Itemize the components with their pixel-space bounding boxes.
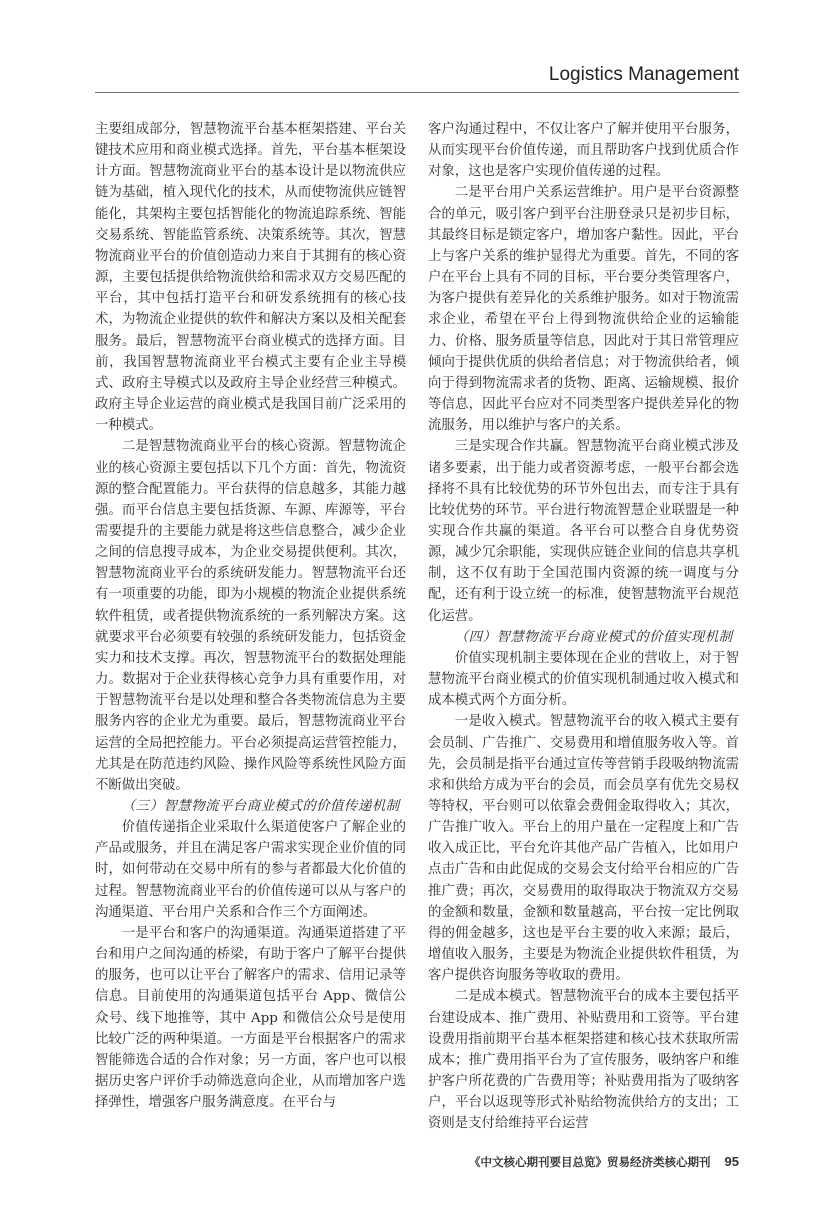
paragraph: 主要组成部分，智慧物流平台基本框架搭建、平台关键技术应用和商业模式选择。首先，平台基本框架设计方面。智慧物流商业平台的基本设计是以物流供应链为基础，植入现代化的技术，从而使物流供应链智能化，其架构主要包括智能化的物流追踪系统、智能交易系统、智能监管系统、决策系统等。其次，智慧物流商业平台的价值创造动力来自于其拥有的核心资源，主要包括提供给物流供给和需求双方交易匹配的平台，其中包括打造平台和研发系统拥有的核心技术，为物流企业提供的软件和解决方案以及相关配套服务。最后，智慧物流平台商业模式的选择方面。目前，我国智慧物流商业平台模式主要有企业主导模式、政府主导模式以及政府主导企业经营三种模式。政府主导企业运营的商业模式是我国目前广泛采用的一种模式。 [95, 122, 406, 434]
paragraph: 二是成本模式。智慧物流平台的成本主要包括平台建设成本、推广费用、补贴费用和工资等。平台建设费用指前期平台基本框架搭建和核心技术获取所需成本；推广费用指平台为了宣传服务，吸纳客户和维护客户所花费的广告费用等；补贴费用指为了吸纳客户，平台以返现等形式补贴给物流供给方的支出；工资则是支付给维持平台运营 [428, 989, 739, 1132]
paragraph: 客户沟通过程中，不仅让客户了解并使用平台服务，从而实现平台价值传递，而且帮助客户找到优质合作对象，这也是客户实现价值传递的过程。 [428, 122, 739, 180]
paragraph: 价值实现机制主要体现在企业的营收上，对于智慧物流平台商业模式的价值实现机制通过收入模式和成本模式两个方面分析。 [428, 650, 739, 709]
left-column [95, 119, 406, 1135]
right-column [428, 119, 739, 1135]
paragraph: 一是收入模式。智慧物流平台的收入模式主要有会员制、广告推广、交易费用和增值服务收入等。首先，会员制是指平台通过宣传等营销手段吸纳物流需求和供给方成为平台的会员，而会员享有优先交易权等特权，平台则可以依靠会费佣金取得收入；其次，广告推广收入。平台上的用户量在一定程度上和广告收入成正比，平台允许其他产品广告植入，比如用户点击广告和由此促成的交易会支付给平台相应的广告推广费；再次，交易费用的取得取决于物流双方交易的金额和数量，金额和数量越高，平台按一定比例取得的佣金越多，这也是平台主要的收入来源；最后，增值收入服务，主要是为物流企业提供软件租赁，为客户提供咨询服务等收取的费用。 [428, 714, 739, 984]
running-header-title: Logistics Management [548, 64, 739, 85]
body-columns [95, 119, 739, 1135]
paragraph: 三是实现合作共赢。智慧物流平台商业模式涉及诸多要素，出于能力或者资源考虑，一般平台都会选择将不具有比较优势的环节外包出去，而专注于具有比较优势的环节。平台进行物流智慧企业联盟是一种实现合作共赢的渠道。各平台可以整合自身优势资源，减少冗余职能，实现供应链企业间的信息共享机制，这不仅有助于全国范围内资源的统一调度与分配，还有利于设立统一的标准，使智慧物流平台规范化运营。 [428, 439, 739, 624]
section-heading: （四）智慧物流平台商业模式的价值实现机制 [454, 629, 733, 645]
section-heading: （三）智慧物流平台商业模式的价值传递机制 [121, 799, 400, 814]
page-footer [95, 1135, 739, 1172]
paragraph: 二是平台用户关系运营维护。用户是平台资源整合的单元，吸引客户到平台注册登录只是初步目标，其最终目标是锁定客户，增加客户黏性。因此，平台上与客户关系的维护显得尤为重要。首先，不同的客户在平台上具有不同的目标，平台要分类管理客户，为客户提供有差异化的关系维护服务。如对于物流需求企业，希望在平台上得到物流供给企业的运输能力、价格、服务质量等信息，因此对于其日常管理应倾向于提供优质的供给者信息；对于物流供给者，倾向于得到物流需求者的货物、距离、运输规模、报价等信息，因此平台应对不同类型客户提供差异化的物流服务，用以维护与客户的关系。 [428, 185, 739, 434]
header-rule [95, 92, 739, 93]
page-number: 95 [724, 1153, 739, 1169]
footer-journal: 《中文核心期刊要目总览》贸易经济类核心期刊 [469, 1156, 711, 1169]
paragraph: 价值传递指企业采取什么渠道使客户了解企业的产品或服务，并且在满足客户需求实现企业价值的同时，如何带动在交易中所有的参与者都最大化价值的过程。智慧物流商业平台的价值传递可以从与客户的沟通渠道、平台用户关系和合作三个方面阐述。 [95, 820, 406, 920]
paragraph: 一是平台和客户的沟通渠道。沟通渠道搭建了平台和用户之间沟通的桥梁，有助于客户了解平台提供的服务，也可以让平台了解客户的需求、信用记录等信息。目前使用的沟通渠道包括平台 App、微信公众号、线下地推等，其中 App 和微信公众号是使用比较广泛的两种渠道。一方面是平台根据客户的需求智能筛选合适的合作对象；另一方面，客户也可以根据历史客户评价手动筛选意向企业，从而增加客户选择弹性，增强客户服务满意度。在平台与 [95, 925, 406, 1111]
paragraph: 二是智慧物流商业平台的核心资源。智慧物流企业的核心资源主要包括以下几个方面：首先，物流资源的整合配置能力。平台获得的信息越多，其能力越强。而平台信息主要包括货源、车源、库源等，平台需要提升的主要能力就是将这些信息整合，减少企业之间的信息搜寻成本，为企业交易提供便利。其次，智慧物流商业平台的系统研发能力。智慧物流平台还有一项重要的功能，即为小规模的物流企业提供系统软件租赁，或者提供物流系统的一系列解决方案。这就要求平台必须要有较强的系统研发能力，包括资金实力和技术支撑。再次，智慧物流平台的数据处理能力。数据对于企业获得核心竞争力具有重要作用，对于智慧物流平台是以处理和整合各类物流信息为主要服务内容的企业尤为重要。最后，智慧物流商业平台运营的全局把控能力。平台必须提高运营管控能力，尤其是在防范违约风险、操作风险等系统性风险方面不断做出突破。 [95, 439, 406, 793]
